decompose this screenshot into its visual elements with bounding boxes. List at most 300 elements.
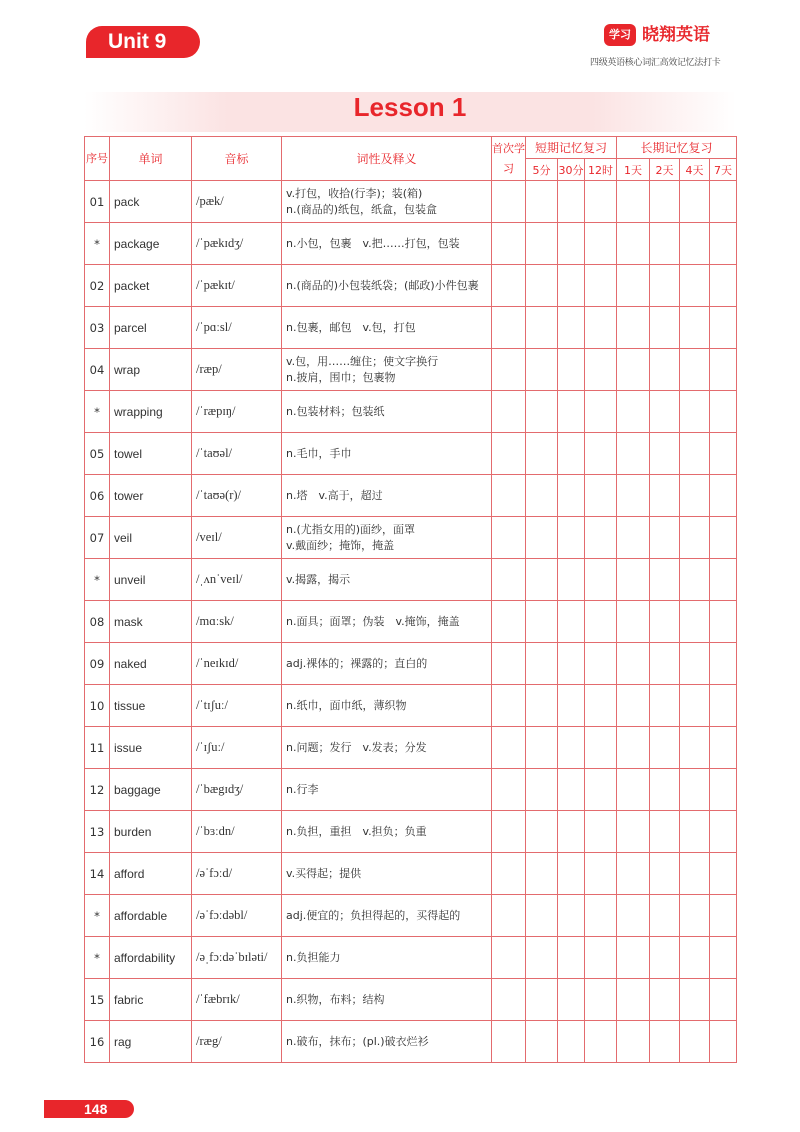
review-checkbox[interactable] — [526, 979, 558, 1021]
review-checkbox[interactable] — [558, 223, 585, 265]
review-checkbox[interactable] — [585, 559, 617, 601]
review-checkbox[interactable] — [585, 1021, 617, 1063]
table-row — [85, 265, 737, 307]
review-checkbox[interactable] — [650, 685, 680, 727]
brand — [604, 24, 744, 48]
table-row — [85, 727, 737, 769]
short-term-slot: 30分 — [558, 159, 585, 181]
review-checkbox[interactable] — [558, 1021, 585, 1063]
review-checkbox[interactable] — [680, 265, 710, 307]
review-checkbox[interactable] — [710, 685, 737, 727]
review-checkbox[interactable] — [617, 349, 650, 391]
review-checkbox[interactable] — [585, 265, 617, 307]
review-checkbox[interactable] — [710, 475, 737, 517]
row-word: tissue — [110, 685, 192, 727]
row-index: * — [85, 895, 110, 937]
long-term-slot: 7天 — [710, 159, 737, 181]
review-checkbox[interactable] — [558, 517, 585, 559]
brand-slogan: 四级英语核心词汇高效记忆法打卡 — [590, 58, 721, 68]
review-checkbox[interactable] — [526, 895, 558, 937]
review-checkbox[interactable] — [710, 853, 737, 895]
row-word: towel — [110, 433, 192, 475]
first-study-checkbox[interactable] — [492, 895, 526, 937]
definition-line: n.(尤指女用的)面纱，面罩 — [286, 522, 416, 536]
definition-line: v.戴面纱；掩饰，掩盖 — [286, 538, 395, 552]
review-checkbox[interactable] — [585, 979, 617, 1021]
review-checkbox[interactable] — [585, 475, 617, 517]
first-study-checkbox[interactable] — [492, 643, 526, 685]
definition-line: n.包裹，邮包 v.包，打包 — [286, 320, 416, 334]
definition-line: n.织物，布料；结构 — [286, 992, 385, 1006]
table-row — [85, 517, 737, 559]
row-definition — [282, 895, 492, 937]
long-term-slot: 1天 — [617, 159, 650, 181]
review-checkbox[interactable] — [617, 685, 650, 727]
first-study-checkbox[interactable] — [492, 307, 526, 349]
review-checkbox[interactable] — [650, 265, 680, 307]
definition-line: n.问题；发行 v.发表；分发 — [286, 740, 427, 754]
table-row — [85, 223, 737, 265]
review-checkbox[interactable] — [710, 727, 737, 769]
review-checkbox[interactable] — [710, 1021, 737, 1063]
review-checkbox[interactable] — [526, 853, 558, 895]
table-row — [85, 643, 737, 685]
review-checkbox[interactable] — [680, 811, 710, 853]
review-checkbox[interactable] — [558, 895, 585, 937]
row-definition — [282, 475, 492, 517]
review-checkbox[interactable] — [650, 1021, 680, 1063]
header-index: 序号 — [85, 137, 110, 181]
table-row — [85, 391, 737, 433]
row-definition — [282, 517, 492, 559]
definition-line: n.纸巾，面巾纸，薄织物 — [286, 698, 407, 712]
review-checkbox[interactable] — [558, 265, 585, 307]
review-checkbox[interactable] — [617, 223, 650, 265]
row-phonetic: /ˌʌnˈveɪl/ — [192, 559, 282, 601]
review-checkbox[interactable] — [617, 265, 650, 307]
review-checkbox[interactable] — [710, 979, 737, 1021]
review-checkbox[interactable] — [617, 601, 650, 643]
definition-line: n.行李 — [286, 782, 319, 796]
review-checkbox[interactable] — [617, 181, 650, 223]
review-checkbox[interactable] — [710, 307, 737, 349]
review-checkbox[interactable] — [617, 391, 650, 433]
row-word: wrap — [110, 349, 192, 391]
brand-logo-icon: 学习 — [604, 24, 636, 46]
review-checkbox[interactable] — [558, 475, 585, 517]
row-index: 06 — [85, 475, 110, 517]
table-row — [85, 433, 737, 475]
row-index: 11 — [85, 727, 110, 769]
review-checkbox[interactable] — [650, 559, 680, 601]
review-checkbox[interactable] — [526, 811, 558, 853]
review-checkbox[interactable] — [558, 769, 585, 811]
row-index: 10 — [85, 685, 110, 727]
review-checkbox[interactable] — [650, 475, 680, 517]
review-checkbox[interactable] — [617, 979, 650, 1021]
review-checkbox[interactable] — [526, 391, 558, 433]
row-phonetic: /ˈpækɪdʒ/ — [192, 223, 282, 265]
review-checkbox[interactable] — [617, 559, 650, 601]
row-definition — [282, 433, 492, 475]
review-checkbox[interactable] — [650, 811, 680, 853]
first-study-checkbox[interactable] — [492, 181, 526, 223]
row-index: 03 — [85, 307, 110, 349]
first-study-checkbox[interactable] — [492, 601, 526, 643]
review-checkbox[interactable] — [680, 1021, 710, 1063]
definition-line: n.小包，包裹 v.把……打包，包装 — [286, 236, 460, 250]
review-checkbox[interactable] — [585, 307, 617, 349]
review-checkbox[interactable] — [680, 559, 710, 601]
review-checkbox[interactable] — [526, 307, 558, 349]
row-phonetic: /veɪl/ — [192, 517, 282, 559]
definition-line: v.揭露，揭示 — [286, 572, 351, 586]
row-index: 02 — [85, 265, 110, 307]
definition-line: n.破布，抹布；(pl.)破衣烂衫 — [286, 1034, 429, 1048]
review-checkbox[interactable] — [680, 391, 710, 433]
row-phonetic: /ˈbɜːdn/ — [192, 811, 282, 853]
header-first-study: 首次学习 — [492, 137, 526, 181]
review-checkbox[interactable] — [558, 727, 585, 769]
row-definition — [282, 811, 492, 853]
review-checkbox[interactable] — [585, 181, 617, 223]
definition-line: n.披肩，围巾；包裹物 — [286, 370, 396, 384]
row-index: 01 — [85, 181, 110, 223]
row-index: 05 — [85, 433, 110, 475]
review-checkbox[interactable] — [558, 937, 585, 979]
review-checkbox[interactable] — [585, 685, 617, 727]
review-checkbox[interactable] — [650, 937, 680, 979]
review-checkbox[interactable] — [585, 391, 617, 433]
table-row — [85, 853, 737, 895]
review-checkbox[interactable] — [585, 769, 617, 811]
row-phonetic: /ˈfæbrɪk/ — [192, 979, 282, 1021]
review-checkbox[interactable] — [680, 349, 710, 391]
table-row — [85, 811, 737, 853]
row-phonetic: /ræg/ — [192, 1021, 282, 1063]
review-checkbox[interactable] — [526, 643, 558, 685]
review-checkbox[interactable] — [680, 223, 710, 265]
review-checkbox[interactable] — [558, 685, 585, 727]
review-checkbox[interactable] — [526, 685, 558, 727]
long-term-slot: 4天 — [680, 159, 710, 181]
review-checkbox[interactable] — [585, 895, 617, 937]
short-term-slot: 5分 — [526, 159, 558, 181]
review-checkbox[interactable] — [585, 601, 617, 643]
definition-line: v.买得起；提供 — [286, 866, 362, 880]
table-row — [85, 937, 737, 979]
review-checkbox[interactable] — [680, 433, 710, 475]
row-definition — [282, 853, 492, 895]
review-checkbox[interactable] — [526, 937, 558, 979]
definition-line: n.毛巾，手巾 — [286, 446, 352, 460]
row-phonetic: /əˌfɔːdəˈbɪləti/ — [192, 937, 282, 979]
row-definition — [282, 181, 492, 223]
review-checkbox[interactable] — [680, 937, 710, 979]
row-index: 15 — [85, 979, 110, 1021]
review-checkbox[interactable] — [650, 391, 680, 433]
row-word: baggage — [110, 769, 192, 811]
review-checkbox[interactable] — [558, 349, 585, 391]
review-checkbox[interactable] — [710, 391, 737, 433]
row-definition — [282, 265, 492, 307]
row-index: 14 — [85, 853, 110, 895]
lesson-title: Lesson 1 — [353, 92, 467, 122]
review-checkbox[interactable] — [650, 769, 680, 811]
table-row — [85, 181, 737, 223]
review-checkbox[interactable] — [558, 559, 585, 601]
review-checkbox[interactable] — [680, 517, 710, 559]
row-phonetic: /ˈtaʊəl/ — [192, 433, 282, 475]
review-checkbox[interactable] — [526, 601, 558, 643]
row-phonetic: /ˈɪʃuː/ — [192, 727, 282, 769]
review-checkbox[interactable] — [710, 433, 737, 475]
first-study-checkbox[interactable] — [492, 475, 526, 517]
review-checkbox[interactable] — [617, 475, 650, 517]
review-checkbox[interactable] — [710, 349, 737, 391]
row-index: 07 — [85, 517, 110, 559]
review-checkbox[interactable] — [558, 853, 585, 895]
review-checkbox[interactable] — [680, 727, 710, 769]
row-word: parcel — [110, 307, 192, 349]
review-checkbox[interactable] — [558, 391, 585, 433]
row-phonetic: /ˈtɪʃuː/ — [192, 685, 282, 727]
row-word: fabric — [110, 979, 192, 1021]
review-checkbox[interactable] — [526, 475, 558, 517]
row-definition — [282, 391, 492, 433]
review-checkbox[interactable] — [617, 937, 650, 979]
row-definition — [282, 937, 492, 979]
review-checkbox[interactable] — [558, 181, 585, 223]
review-checkbox[interactable] — [585, 517, 617, 559]
review-checkbox[interactable] — [585, 853, 617, 895]
review-checkbox[interactable] — [650, 895, 680, 937]
row-definition — [282, 979, 492, 1021]
review-checkbox[interactable] — [710, 811, 737, 853]
review-checkbox[interactable] — [617, 307, 650, 349]
table-row — [85, 895, 737, 937]
row-index: * — [85, 559, 110, 601]
review-checkbox[interactable] — [710, 265, 737, 307]
review-checkbox[interactable] — [680, 181, 710, 223]
review-checkbox[interactable] — [617, 1021, 650, 1063]
row-phonetic: /mɑːsk/ — [192, 601, 282, 643]
row-index: 08 — [85, 601, 110, 643]
review-checkbox[interactable] — [650, 349, 680, 391]
table-row — [85, 979, 737, 1021]
row-phonetic: /ˈtaʊə(r)/ — [192, 475, 282, 517]
row-word: afford — [110, 853, 192, 895]
first-study-checkbox[interactable] — [492, 979, 526, 1021]
review-checkbox[interactable] — [526, 769, 558, 811]
review-checkbox[interactable] — [526, 223, 558, 265]
definition-line: n.面具；面罩；伪装 v.掩饰，掩盖 — [286, 614, 460, 628]
review-checkbox[interactable] — [680, 853, 710, 895]
review-checkbox[interactable] — [558, 601, 585, 643]
long-term-slot: 2天 — [650, 159, 680, 181]
row-definition — [282, 643, 492, 685]
row-word: tower — [110, 475, 192, 517]
review-checkbox[interactable] — [526, 727, 558, 769]
first-study-checkbox[interactable] — [492, 433, 526, 475]
row-definition — [282, 727, 492, 769]
first-study-checkbox[interactable] — [492, 517, 526, 559]
review-checkbox[interactable] — [680, 475, 710, 517]
row-phonetic: /ˈpækɪt/ — [192, 265, 282, 307]
first-study-checkbox[interactable] — [492, 727, 526, 769]
row-index: 16 — [85, 1021, 110, 1063]
row-phonetic: /ˈbægɪdʒ/ — [192, 769, 282, 811]
table-row — [85, 475, 737, 517]
row-index: 04 — [85, 349, 110, 391]
review-checkbox[interactable] — [617, 895, 650, 937]
review-checkbox[interactable] — [617, 517, 650, 559]
review-checkbox[interactable] — [558, 979, 585, 1021]
row-phonetic: /əˈfɔːd/ — [192, 853, 282, 895]
review-checkbox[interactable] — [585, 643, 617, 685]
first-study-checkbox[interactable] — [492, 349, 526, 391]
review-checkbox[interactable] — [710, 643, 737, 685]
row-phonetic: /ræp/ — [192, 349, 282, 391]
review-checkbox[interactable] — [617, 853, 650, 895]
review-checkbox[interactable] — [710, 223, 737, 265]
row-word: burden — [110, 811, 192, 853]
review-checkbox[interactable] — [650, 517, 680, 559]
short-term-slot: 12时 — [585, 159, 617, 181]
row-word: issue — [110, 727, 192, 769]
row-definition — [282, 307, 492, 349]
header-definition: 词性及释义 — [282, 137, 492, 181]
review-checkbox[interactable] — [585, 937, 617, 979]
review-checkbox[interactable] — [680, 643, 710, 685]
review-checkbox[interactable] — [710, 937, 737, 979]
first-study-checkbox[interactable] — [492, 1021, 526, 1063]
brand-name: 晓翔英语 — [642, 25, 710, 45]
row-definition — [282, 1021, 492, 1063]
review-checkbox[interactable] — [650, 979, 680, 1021]
review-checkbox[interactable] — [710, 559, 737, 601]
row-definition — [282, 349, 492, 391]
review-checkbox[interactable] — [585, 349, 617, 391]
review-checkbox[interactable] — [585, 223, 617, 265]
review-checkbox[interactable] — [585, 433, 617, 475]
review-checkbox[interactable] — [617, 643, 650, 685]
first-study-checkbox[interactable] — [492, 559, 526, 601]
table-row — [85, 685, 737, 727]
row-definition — [282, 559, 492, 601]
review-checkbox[interactable] — [680, 895, 710, 937]
review-checkbox[interactable] — [558, 307, 585, 349]
review-checkbox[interactable] — [710, 895, 737, 937]
review-checkbox[interactable] — [680, 769, 710, 811]
unit-badge: Unit 9 — [86, 26, 200, 58]
review-checkbox[interactable] — [680, 685, 710, 727]
review-checkbox[interactable] — [710, 181, 737, 223]
review-checkbox[interactable] — [526, 1021, 558, 1063]
row-phonetic: /ˈneɪkɪd/ — [192, 643, 282, 685]
review-checkbox[interactable] — [585, 727, 617, 769]
header-ipa: 音标 — [192, 137, 282, 181]
review-checkbox[interactable] — [650, 223, 680, 265]
first-study-checkbox[interactable] — [492, 265, 526, 307]
row-phonetic: /əˈfɔːdəbl/ — [192, 895, 282, 937]
first-study-checkbox[interactable] — [492, 391, 526, 433]
review-checkbox[interactable] — [650, 181, 680, 223]
definition-line: v.包，用……缠住；使文字换行 — [286, 354, 439, 368]
table-row — [85, 307, 737, 349]
header-short-term: 短期记忆复习 — [526, 137, 617, 159]
table-row — [85, 601, 737, 643]
review-checkbox[interactable] — [650, 853, 680, 895]
definition-line: n.(商品的)小包装纸袋；(邮政)小件包裹 — [286, 278, 479, 292]
row-word: package — [110, 223, 192, 265]
first-study-checkbox[interactable] — [492, 853, 526, 895]
first-study-checkbox[interactable] — [492, 223, 526, 265]
definition-line: n.负担能力 — [286, 950, 341, 964]
review-checkbox[interactable] — [585, 811, 617, 853]
review-checkbox[interactable] — [650, 433, 680, 475]
definition-line: n.塔 v.高于，超过 — [286, 488, 383, 502]
review-checkbox[interactable] — [558, 433, 585, 475]
row-word: packet — [110, 265, 192, 307]
row-word: mask — [110, 601, 192, 643]
row-word: affordability — [110, 937, 192, 979]
review-checkbox[interactable] — [526, 265, 558, 307]
row-definition — [282, 685, 492, 727]
row-phonetic: /ˈpɑːsl/ — [192, 307, 282, 349]
vocabulary-table — [84, 136, 737, 1063]
review-checkbox[interactable] — [617, 769, 650, 811]
review-checkbox[interactable] — [680, 307, 710, 349]
page-number: 148 — [84, 1101, 108, 1117]
table-row — [85, 769, 737, 811]
review-checkbox[interactable] — [558, 811, 585, 853]
row-word: rag — [110, 1021, 192, 1063]
review-checkbox[interactable] — [680, 979, 710, 1021]
review-checkbox[interactable] — [710, 601, 737, 643]
review-checkbox[interactable] — [558, 643, 585, 685]
review-checkbox[interactable] — [680, 601, 710, 643]
review-checkbox[interactable] — [650, 727, 680, 769]
review-checkbox[interactable] — [526, 433, 558, 475]
first-study-checkbox[interactable] — [492, 811, 526, 853]
row-definition — [282, 769, 492, 811]
review-checkbox[interactable] — [710, 769, 737, 811]
row-index: * — [85, 937, 110, 979]
row-word: affordable — [110, 895, 192, 937]
review-checkbox[interactable] — [526, 349, 558, 391]
row-phonetic: /ˈræpɪŋ/ — [192, 391, 282, 433]
header-word: 单词 — [110, 137, 192, 181]
review-checkbox[interactable] — [526, 517, 558, 559]
review-checkbox[interactable] — [650, 307, 680, 349]
review-checkbox[interactable] — [710, 517, 737, 559]
row-index: * — [85, 391, 110, 433]
first-study-checkbox[interactable] — [492, 937, 526, 979]
review-checkbox[interactable] — [617, 811, 650, 853]
review-checkbox[interactable] — [650, 643, 680, 685]
definition-line: adj.裸体的；裸露的；直白的 — [286, 656, 428, 670]
review-checkbox[interactable] — [526, 181, 558, 223]
review-checkbox[interactable] — [617, 433, 650, 475]
row-word: naked — [110, 643, 192, 685]
review-checkbox[interactable] — [650, 601, 680, 643]
definition-line: v.打包，收拾(行李)；装(箱) — [286, 186, 423, 200]
first-study-checkbox[interactable] — [492, 769, 526, 811]
review-checkbox[interactable] — [617, 727, 650, 769]
review-checkbox[interactable] — [526, 559, 558, 601]
first-study-checkbox[interactable] — [492, 685, 526, 727]
